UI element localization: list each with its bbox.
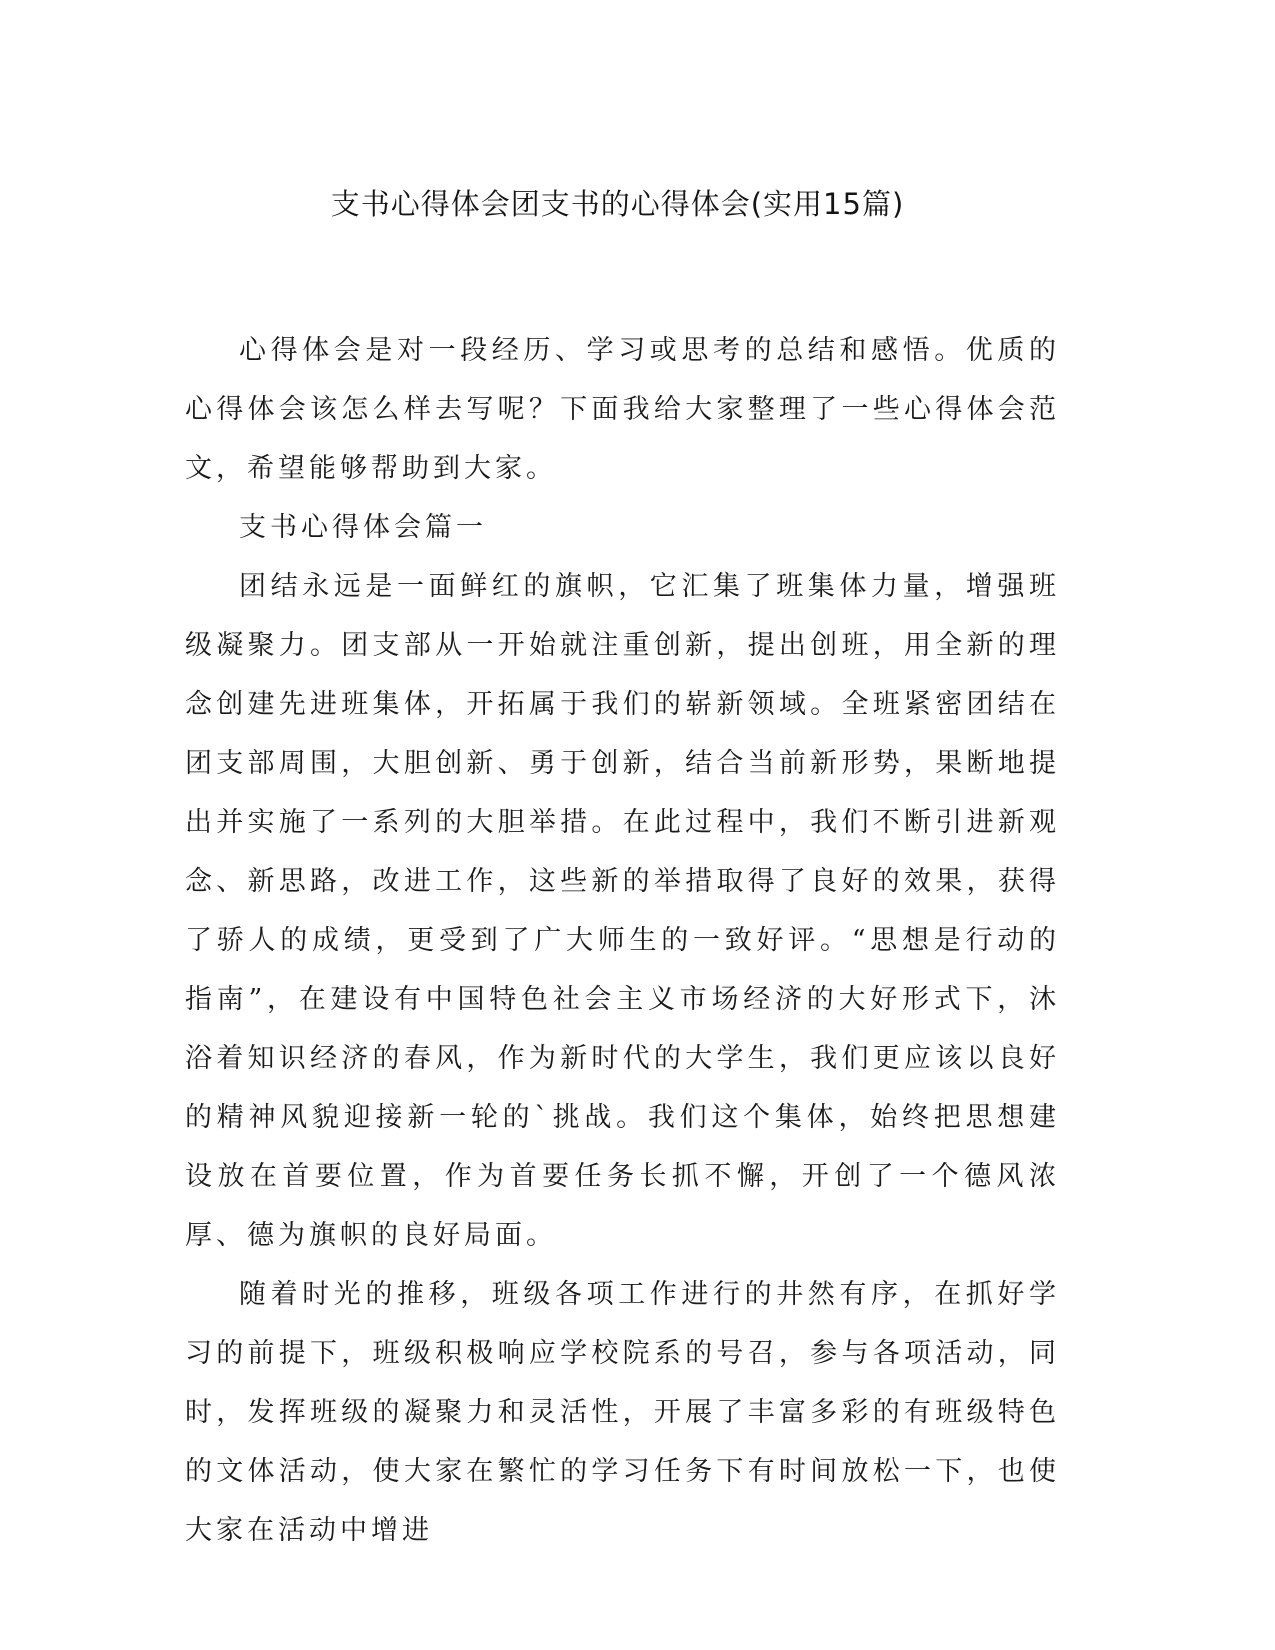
document-title: 支书心得体会团支书的心得体会(实用15篇) — [330, 187, 905, 221]
intro-paragraph: 心得体会是对一段经历、学习或思考的总结和感悟。优质的心得体会该怎么样去写呢？下面我给大家整理了一些心得体会范文，希望能够帮助到大家。 — [185, 335, 1060, 484]
body-paragraph: 随着时光的推移，班级各项工作进行的井然有序，在抓好学习的前提下，班级积极响应学校院系的号召，参与各项活动，同时，发挥班级的凝聚力和灵活性，开展了丰富多彩的有班级特色的文体活动，使大家在繁忙的学习任务下有时间放松一下，也使大家在活动中增进 — [185, 1279, 1060, 1546]
body-paragraph: 团结永远是一面鲜红的旗帜，它汇集了班集体力量，增强班级凝聚力。团支部从一开始就注重创新，提出创班，用全新的理念创建先进班集体，开拓属于我们的崭新领域。全班紧密团结在团支部周围，大胆创新、勇于创新，结合当前新形势，果断地提出并实施了一系列的大胆举措。在此过程中，我们不断引进新观念、新思路，改进工作，这些新的举措取得了良好的效果，获得了骄人的成绩，更受到了广大师生的一致好评。“思想是行动的指南”，在建设有中国特色社会主义市场经济的大好形式下，沐浴着知识经济的春风，作为新时代的大学生，我们更应该以良好的精神风貌迎接新一轮的`挑战。我们这个集体，始终把思想建设放在首要位置，作为首要任务长抓不懈，开创了一个德风浓厚、德为旗帜的良好局面。 — [185, 571, 1060, 1251]
document-body — [185, 321, 1060, 1560]
section-heading: 支书心得体会篇一 — [239, 512, 487, 543]
